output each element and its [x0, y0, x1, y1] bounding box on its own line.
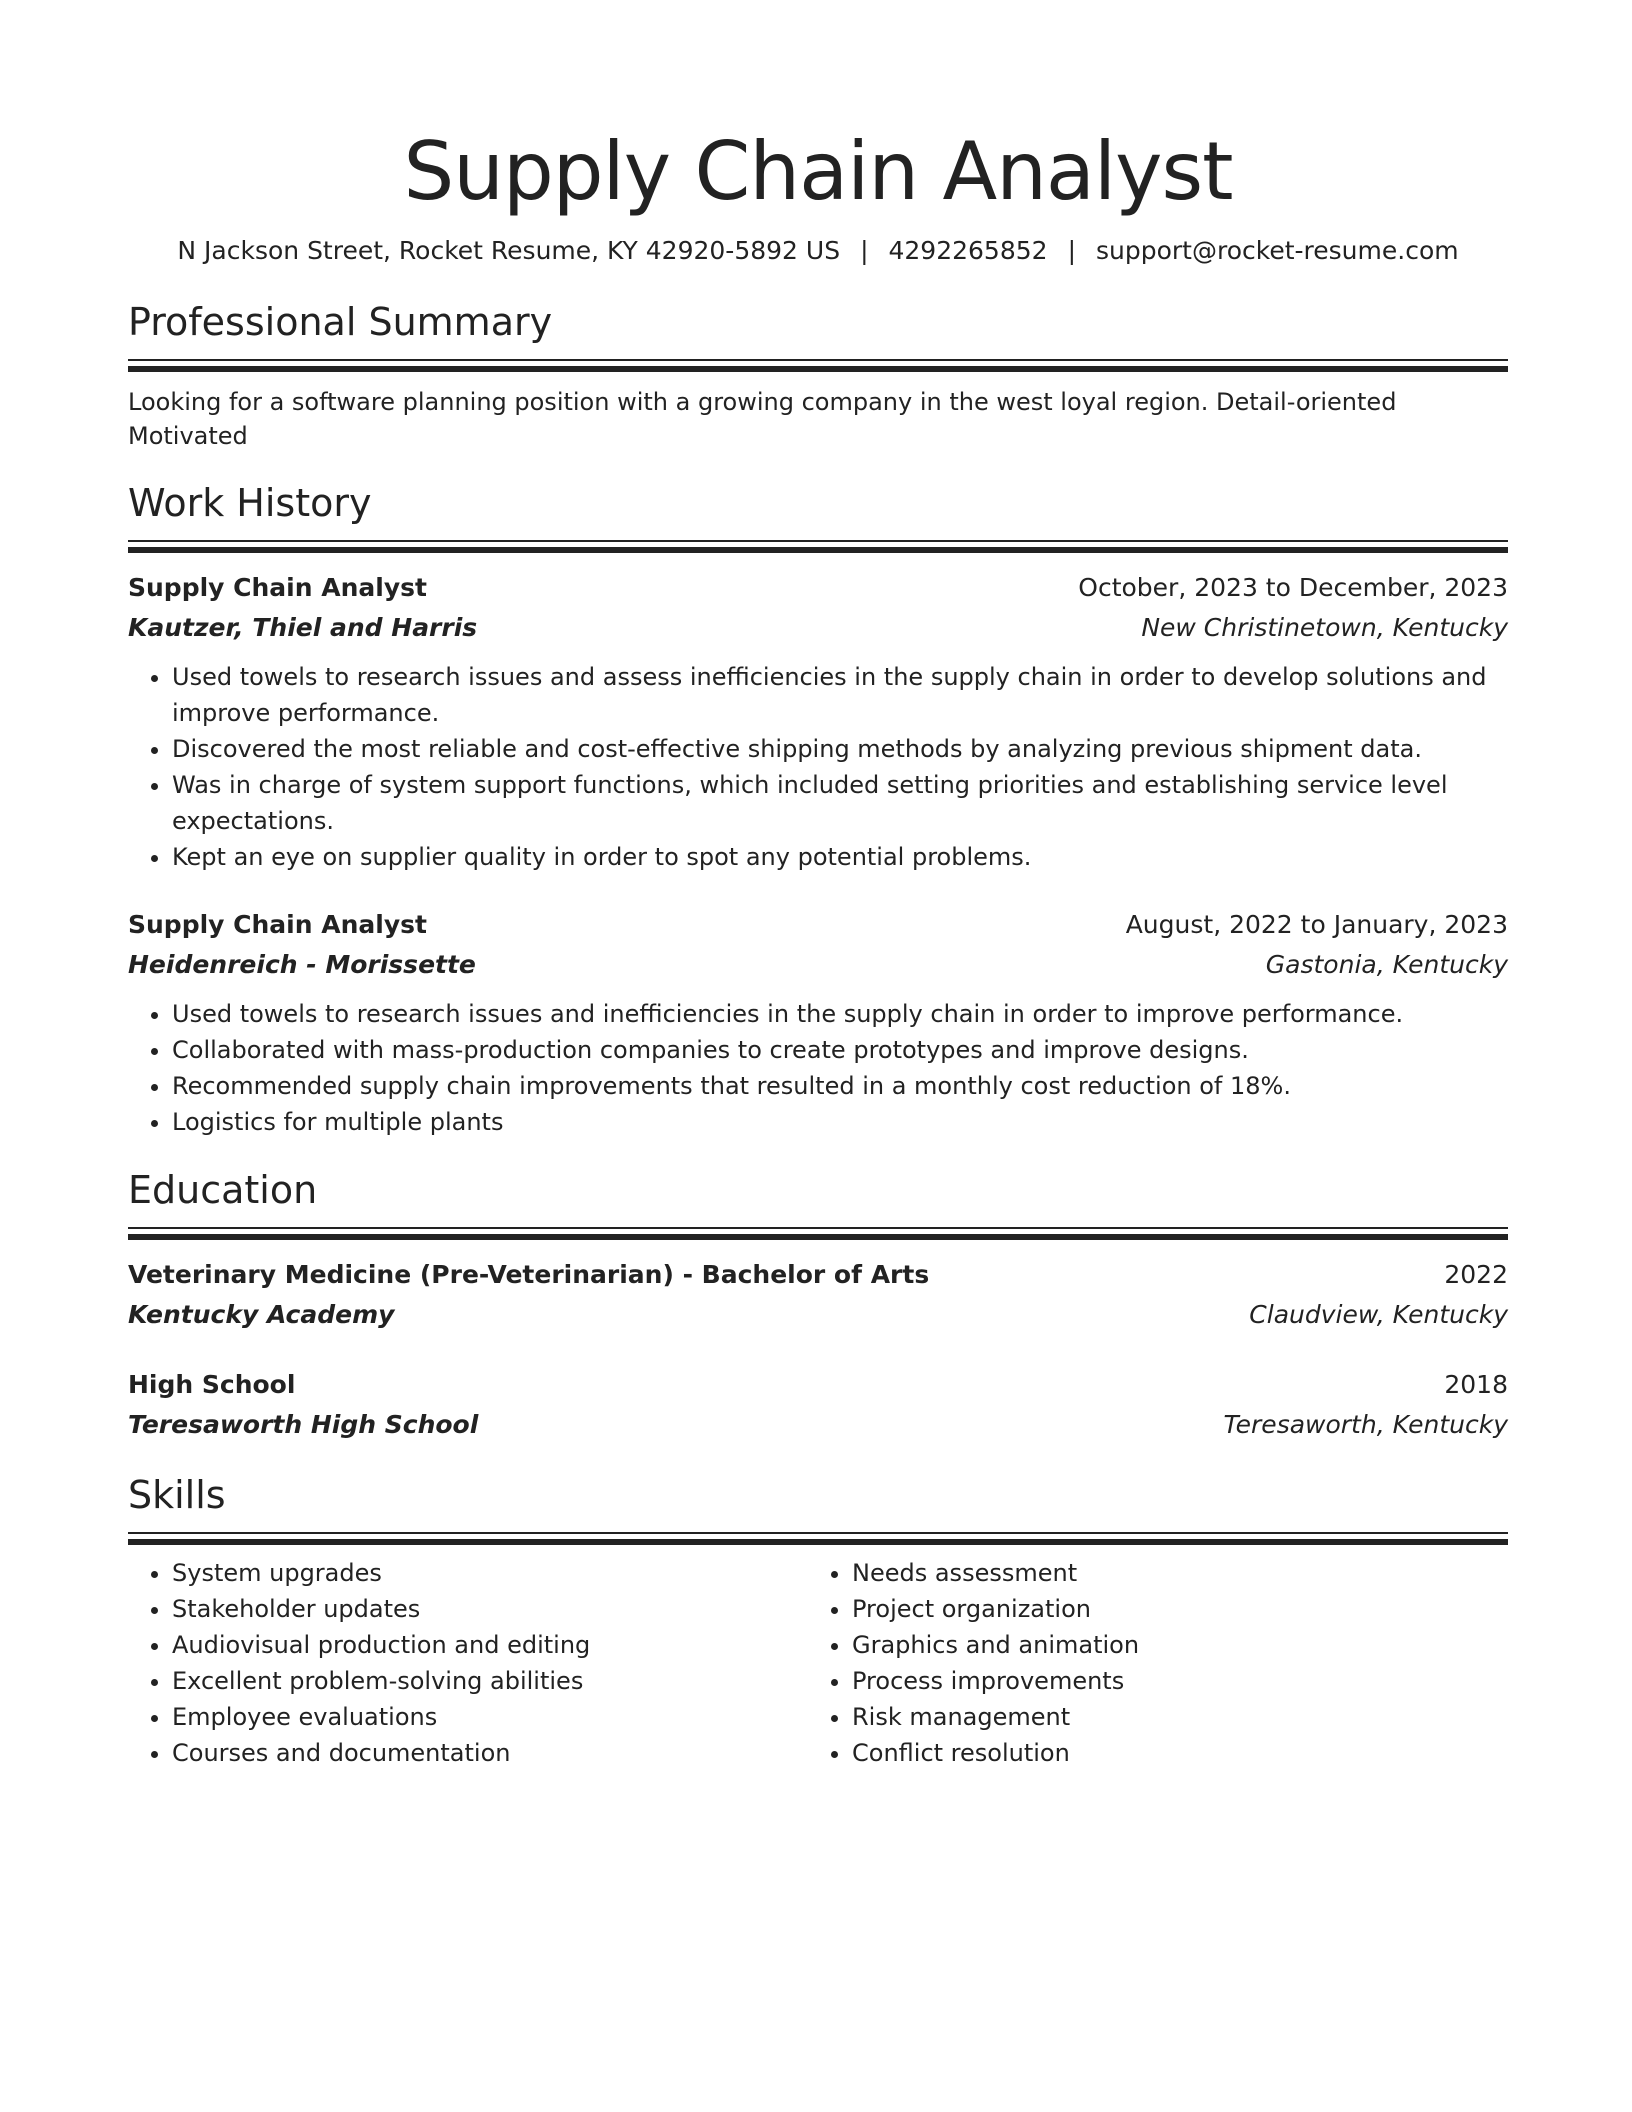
skill-item: • Project organization: [852, 1591, 1488, 1627]
contact-address: N Jackson Street, Rocket Resume, KY 42920-5892 US: [177, 236, 841, 265]
skills-column-left: [128, 1555, 808, 1771]
job-location: New Christinetown, Kentucky: [1141, 613, 1508, 642]
job-dates: August, 2022 to January, 2023: [1125, 910, 1508, 939]
contact-separator: |: [1067, 236, 1076, 265]
education-year: 2018: [1444, 1370, 1508, 1399]
section-divider: [128, 359, 1508, 372]
work-history-section: [128, 479, 1508, 1140]
education-school: Kentucky Academy: [128, 1300, 395, 1329]
section-title-work-history: Work History: [128, 481, 372, 525]
skills-columns: [128, 1555, 1508, 1771]
job-company: Kautzer, Thiel and Harris: [128, 613, 478, 642]
contact-email[interactable]: support@rocket-resume.com: [1096, 236, 1459, 265]
job-location: Gastonia, Kentucky: [1265, 950, 1508, 979]
skill-item: • Employee evaluations: [172, 1699, 808, 1735]
job-bullet: • Was in charge of system support functions, which included setting priorities and establishing service level expectations.: [172, 767, 1508, 839]
skills-column-right: [808, 1555, 1488, 1771]
education-location: Claudview, Kentucky: [1249, 1300, 1508, 1329]
resume-header: [128, 124, 1508, 268]
skill-item: • Risk management: [852, 1699, 1488, 1735]
job-position: Supply Chain Analyst: [128, 573, 427, 602]
job-bullet: • Collaborated with mass-production companies to create prototypes and improve designs.: [172, 1032, 1508, 1068]
job-bullet: • Kept an eye on supplier quality in order to spot any potential problems.: [172, 839, 1508, 875]
education-degree: High School: [128, 1370, 296, 1399]
summary-section: [128, 298, 1508, 453]
skills-list: [808, 1555, 1488, 1771]
job-dates: October, 2023 to December, 2023: [1078, 573, 1508, 602]
candidate-name: Supply Chain Analyst: [403, 125, 1233, 218]
job-header-row: [128, 568, 1508, 608]
job-company-row: [128, 945, 1508, 985]
job-bullet: • Discovered the most reliable and cost-effective shipping methods by analyzing previous shipment data.: [172, 731, 1508, 767]
section-title-summary: Professional Summary: [128, 300, 553, 344]
section-title-skills: Skills: [128, 1473, 226, 1517]
job-bullet: • Used towels to research issues and inefficiencies in the supply chain in order to improve performance.: [172, 996, 1508, 1032]
job-position: Supply Chain Analyst: [128, 910, 427, 939]
contact-separator: |: [860, 236, 869, 265]
contact-line: [128, 234, 1508, 268]
resume-page: [128, 0, 1508, 1771]
education-year: 2022: [1444, 1260, 1508, 1289]
job-bullets: [128, 659, 1508, 875]
job-bullet: • Recommended supply chain improvements that resulted in a monthly cost reduction of 18%.: [172, 1068, 1508, 1104]
skill-item: • Audiovisual production and editing: [172, 1627, 808, 1663]
skill-item: • Needs assessment: [852, 1555, 1488, 1591]
education-section: [128, 1166, 1508, 1445]
education-school-row: [128, 1295, 1508, 1335]
skill-item: • Graphics and animation: [852, 1627, 1488, 1663]
skill-item: • Conflict resolution: [852, 1735, 1488, 1771]
skill-item: • Process improvements: [852, 1663, 1488, 1699]
job-bullet: • Used towels to research issues and assess inefficiencies in the supply chain in order to develop solutions and improve performance.: [172, 659, 1508, 731]
skill-item: • Stakeholder updates: [172, 1591, 808, 1627]
education-header-row: [128, 1365, 1508, 1405]
education-location: Teresaworth, Kentucky: [1223, 1410, 1508, 1439]
job-header-row: [128, 905, 1508, 945]
section-title-education: Education: [128, 1168, 318, 1212]
skill-item: • System upgrades: [172, 1555, 808, 1591]
skills-list: [128, 1555, 808, 1771]
job-entry: [128, 905, 1508, 1140]
skill-item: • Courses and documentation: [172, 1735, 808, 1771]
skills-section: [128, 1471, 1508, 1771]
job-bullets: [128, 996, 1508, 1140]
skill-item: • Excellent problem-solving abilities: [172, 1663, 808, 1699]
education-entry: [128, 1255, 1508, 1335]
contact-phone: 4292265852: [888, 236, 1048, 265]
education-school-row: [128, 1405, 1508, 1445]
section-divider: [128, 540, 1508, 553]
education-entry: [128, 1365, 1508, 1445]
summary-text: Looking for a software planning position with a growing company in the west loyal region. Detail-oriented Motivated: [128, 388, 1397, 450]
job-company-row: [128, 608, 1508, 648]
job-company: Heidenreich - Morissette: [128, 950, 476, 979]
job-entry: [128, 568, 1508, 875]
education-header-row: [128, 1255, 1508, 1295]
section-divider: [128, 1227, 1508, 1240]
job-bullet: • Logistics for multiple plants: [172, 1104, 1508, 1140]
section-divider: [128, 1532, 1508, 1545]
education-school: Teresaworth High School: [128, 1410, 479, 1439]
education-degree: Veterinary Medicine (Pre-Veterinarian) - Bachelor of Arts: [128, 1260, 930, 1289]
